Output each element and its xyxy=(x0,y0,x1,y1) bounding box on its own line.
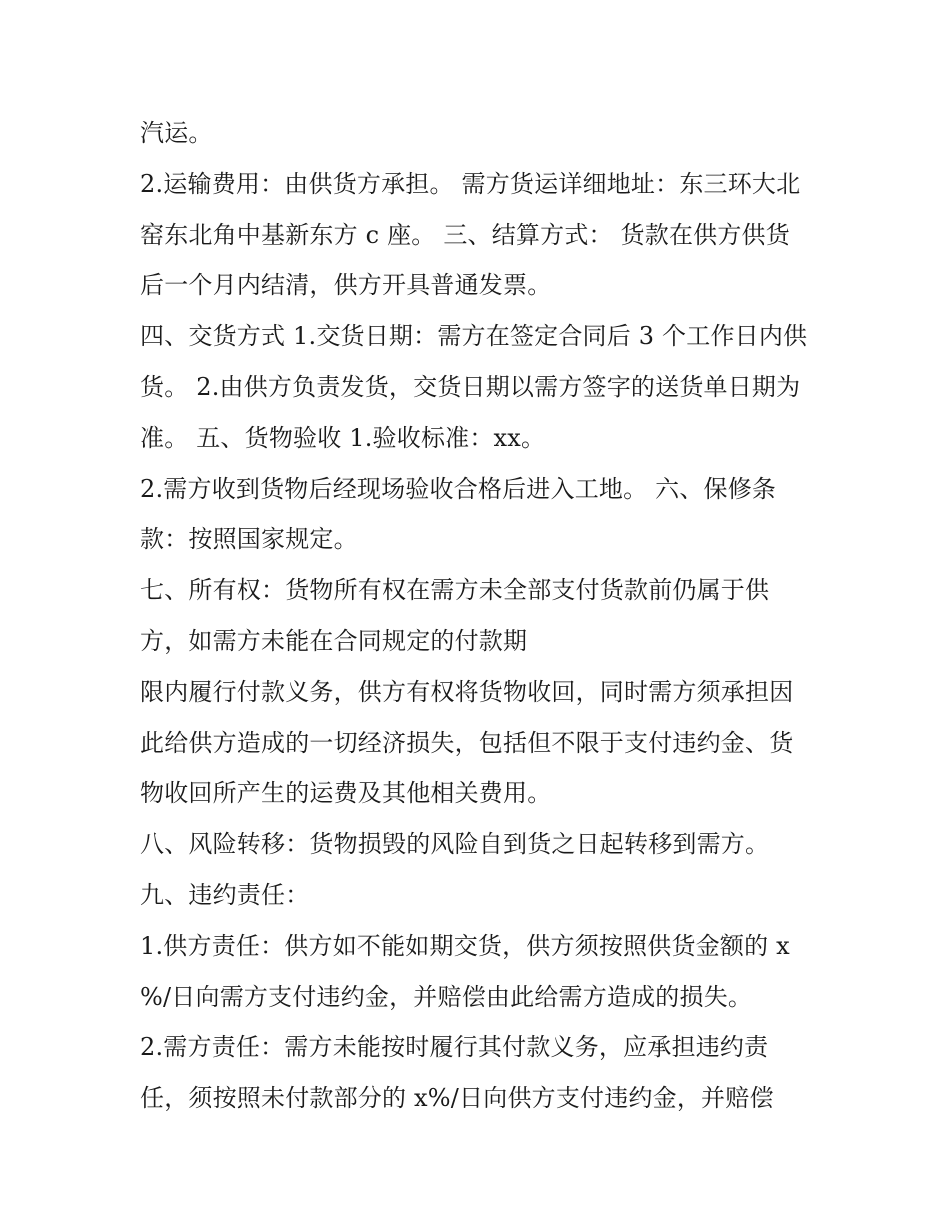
text-line: 汽运。 xyxy=(140,119,213,147)
text-line: %/日向需方支付违约金，并赔偿由此给需方造成的损失。 xyxy=(140,982,753,1011)
text-line: 任，须按照未付款部分的 x%/日向供方支付违约金，并赔偿 xyxy=(140,1084,774,1113)
text-line: 八、风险转移：货物损毁的风险自到货之日起转移到需方。 xyxy=(140,830,770,859)
text-line: 七、所有权：货物所有权在需方未全部支付货款前仍属于供 xyxy=(140,576,770,605)
text-line: 准。 五、货物验收 1.验收标准：xx。 xyxy=(140,423,546,452)
text-line: 物收回所产生的运费及其他相关费用。 xyxy=(140,779,552,808)
text-line: 2.需方责任：需方未能按时履行其付款义务，应承担违约责 xyxy=(140,1033,769,1062)
text-line: 方，如需方未能在合同规定的付款期 xyxy=(140,626,528,655)
text-line: 窑东北角中基新东方 c 座。 三、结算方式： 货款在供方供货 xyxy=(140,220,790,249)
text-line: 款：按照国家规定。 xyxy=(140,525,358,554)
text-line: 四、交货方式 1.交货日期：需方在签定合同后 3 个工作日内供 xyxy=(140,322,808,351)
text-line: 货。 2.由供方负责发货，交货日期以需方签字的送货单日期为 xyxy=(140,372,801,401)
text-line: 2.需方收到货物后经现场验收合格后进入工地。 六、保修条 xyxy=(140,474,777,503)
text-line: 后一个月内结清，供方开具普通发票。 xyxy=(140,271,552,300)
text-line: 此给供方造成的一切经济损失，包括但不限于支付违约金、货 xyxy=(140,728,794,757)
text-line: 九、违约责任： xyxy=(140,880,310,909)
text-line: 2.运输费用：由供货方承担。 需方货运详细地址：东三环大北 xyxy=(140,169,801,198)
text-line: 限内履行付款义务，供方有权将货物收回，同时需方须承担因 xyxy=(140,677,794,706)
text-line: 1.供方责任：供方如不能如期交货，供方须按照供货金额的 x xyxy=(140,931,790,960)
contract-text-body xyxy=(140,108,820,1124)
